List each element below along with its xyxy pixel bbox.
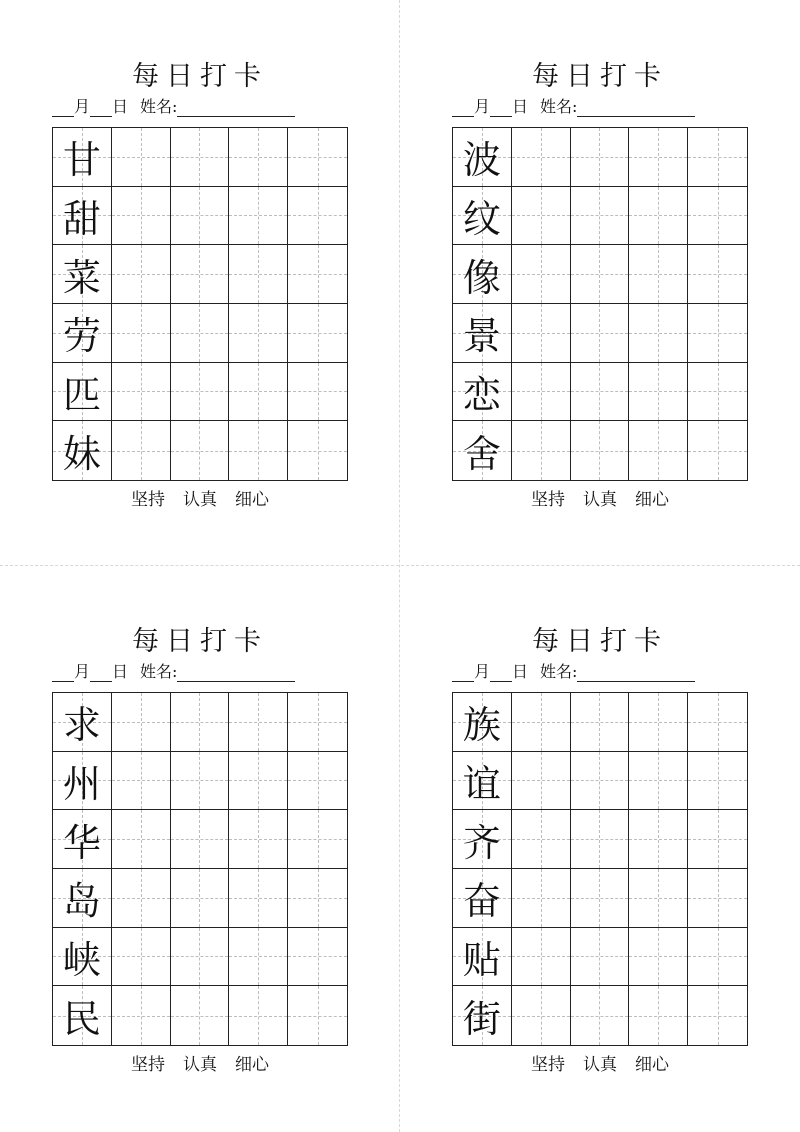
motto-line (452, 1054, 748, 1076)
model-character-cell (453, 187, 512, 246)
practice-cell[interactable] (571, 245, 630, 304)
model-character: 妹 (62, 432, 101, 477)
card-title: 每日打卡 (532, 61, 668, 92)
practice-cell[interactable] (571, 421, 630, 480)
practice-cell[interactable] (112, 128, 171, 187)
practice-cell[interactable] (571, 187, 630, 246)
motto-word: 细心 (635, 490, 669, 510)
practice-cell[interactable] (571, 928, 630, 987)
model-character-cell (453, 869, 512, 928)
model-character: 纹 (462, 196, 501, 241)
practice-cell[interactable] (288, 928, 347, 987)
practice-cell[interactable] (629, 421, 688, 480)
month-blank[interactable] (452, 100, 474, 117)
practice-cell[interactable] (288, 363, 347, 422)
motto-word: 认真 (583, 1055, 617, 1075)
motto-word: 细心 (235, 490, 269, 510)
practice-cell[interactable] (629, 928, 688, 987)
practice-cell[interactable] (629, 752, 688, 811)
practice-cell[interactable] (171, 363, 230, 422)
name-blank[interactable] (577, 100, 695, 117)
practice-cell[interactable] (112, 752, 171, 811)
practice-cell[interactable] (571, 128, 630, 187)
model-character-cell (453, 810, 512, 869)
practice-cell[interactable] (288, 304, 347, 363)
practice-cell[interactable] (229, 869, 288, 928)
practice-cell[interactable] (629, 810, 688, 869)
practice-cell[interactable] (288, 245, 347, 304)
model-character-cell (453, 128, 512, 187)
practice-cell[interactable] (629, 869, 688, 928)
motto-word: 坚持 (531, 490, 565, 510)
practice-cell[interactable] (229, 693, 288, 752)
practice-cell[interactable] (171, 245, 230, 304)
practice-cell[interactable] (512, 986, 571, 1045)
model-character-cell (53, 928, 112, 987)
practice-card (452, 60, 748, 530)
day-label: 日 (112, 662, 129, 681)
day-label: 日 (512, 97, 529, 116)
practice-cell[interactable] (171, 304, 230, 363)
practice-cell[interactable] (112, 245, 171, 304)
practice-cell[interactable] (629, 304, 688, 363)
practice-cell[interactable] (171, 128, 230, 187)
model-character-cell (53, 304, 112, 363)
model-character: 州 (62, 761, 101, 806)
practice-cell[interactable] (229, 304, 288, 363)
practice-cell[interactable] (571, 869, 630, 928)
model-character-cell (453, 752, 512, 811)
practice-cell[interactable] (629, 693, 688, 752)
practice-cell[interactable] (171, 693, 230, 752)
practice-cell[interactable] (571, 986, 630, 1045)
month-blank[interactable] (452, 665, 474, 682)
model-character: 民 (62, 997, 101, 1042)
practice-cell[interactable] (688, 245, 747, 304)
practice-cell[interactable] (288, 421, 347, 480)
name-label: 姓名: (540, 662, 578, 681)
practice-cell[interactable] (112, 810, 171, 869)
practice-cell[interactable] (688, 986, 747, 1045)
practice-cell[interactable] (229, 363, 288, 422)
name-blank[interactable] (577, 665, 695, 682)
motto-word: 坚持 (131, 490, 165, 510)
day-blank[interactable] (90, 665, 112, 682)
model-character: 恋 (462, 372, 501, 417)
motto-word: 细心 (235, 1055, 269, 1075)
model-character-cell (53, 187, 112, 246)
practice-cell[interactable] (688, 869, 747, 928)
practice-cell[interactable] (512, 928, 571, 987)
practice-cell[interactable] (512, 693, 571, 752)
model-character-cell (53, 421, 112, 480)
practice-cell[interactable] (288, 128, 347, 187)
card-title: 每日打卡 (132, 61, 268, 92)
practice-cell[interactable] (571, 693, 630, 752)
practice-cell[interactable] (288, 752, 347, 811)
practice-cell[interactable] (629, 986, 688, 1045)
practice-cell[interactable] (512, 128, 571, 187)
practice-cell[interactable] (512, 304, 571, 363)
practice-cell[interactable] (112, 869, 171, 928)
practice-cell[interactable] (288, 187, 347, 246)
day-blank[interactable] (90, 100, 112, 117)
practice-cell[interactable] (629, 245, 688, 304)
practice-cell[interactable] (171, 810, 230, 869)
model-character: 华 (62, 820, 101, 865)
practice-cell[interactable] (512, 245, 571, 304)
practice-cell[interactable] (112, 187, 171, 246)
date-name-line (452, 662, 748, 682)
motto-word: 坚持 (131, 1055, 165, 1075)
practice-cell[interactable] (571, 363, 630, 422)
name-label: 姓名: (140, 97, 178, 116)
practice-cell[interactable] (688, 363, 747, 422)
practice-cell[interactable] (512, 810, 571, 869)
horizontal-cut-line (0, 565, 800, 566)
practice-cell[interactable] (229, 810, 288, 869)
motto-line (452, 489, 748, 511)
practice-cell[interactable] (171, 421, 230, 480)
model-character-cell (453, 245, 512, 304)
motto-word: 坚持 (531, 1055, 565, 1075)
practice-cell[interactable] (112, 693, 171, 752)
practice-cell[interactable] (229, 245, 288, 304)
month-blank[interactable] (52, 100, 74, 117)
day-label: 日 (512, 662, 529, 681)
model-character: 齐 (462, 820, 501, 865)
motto-line (52, 489, 348, 511)
model-character: 波 (462, 138, 501, 183)
model-character: 街 (462, 997, 501, 1042)
practice-cell[interactable] (229, 752, 288, 811)
practice-cell[interactable] (229, 986, 288, 1045)
model-character-cell (53, 693, 112, 752)
practice-cell[interactable] (688, 304, 747, 363)
model-character-cell (453, 928, 512, 987)
practice-cell[interactable] (688, 928, 747, 987)
model-character: 族 (462, 703, 501, 748)
model-character-cell (53, 810, 112, 869)
motto-line (52, 1054, 348, 1076)
model-character-cell (53, 869, 112, 928)
practice-cell[interactable] (571, 752, 630, 811)
model-character-cell (453, 304, 512, 363)
motto-word: 认真 (183, 490, 217, 510)
model-character-cell (53, 752, 112, 811)
month-label: 月 (74, 662, 91, 681)
practice-cell[interactable] (171, 187, 230, 246)
practice-cell[interactable] (571, 810, 630, 869)
model-character: 舍 (462, 432, 501, 477)
writing-grid (452, 127, 748, 481)
name-label: 姓名: (140, 662, 178, 681)
practice-cell[interactable] (112, 986, 171, 1045)
practice-cell[interactable] (288, 693, 347, 752)
model-character: 谊 (462, 761, 501, 806)
day-blank[interactable] (490, 100, 512, 117)
date-name-line (452, 97, 748, 117)
practice-cell[interactable] (688, 752, 747, 811)
practice-card (52, 60, 348, 530)
practice-cell[interactable] (112, 363, 171, 422)
practice-cell[interactable] (629, 363, 688, 422)
model-character: 景 (462, 314, 501, 359)
motto-word: 细心 (635, 1055, 669, 1075)
practice-cell[interactable] (288, 810, 347, 869)
model-character-cell (453, 986, 512, 1045)
writing-grid (52, 692, 348, 1046)
name-blank[interactable] (177, 100, 295, 117)
month-label: 月 (74, 97, 91, 116)
practice-cell[interactable] (688, 693, 747, 752)
writing-grid (52, 127, 348, 481)
practice-card (52, 625, 348, 1095)
practice-cell[interactable] (688, 128, 747, 187)
model-character-cell (53, 245, 112, 304)
model-character-cell (53, 363, 112, 422)
date-name-line (52, 662, 348, 682)
practice-cell[interactable] (688, 187, 747, 246)
practice-cell[interactable] (171, 752, 230, 811)
vertical-cut-line (399, 0, 400, 1132)
practice-cell[interactable] (629, 187, 688, 246)
model-character: 甘 (62, 138, 101, 183)
practice-cell[interactable] (512, 752, 571, 811)
model-character-cell (453, 421, 512, 480)
motto-word: 认真 (183, 1055, 217, 1075)
practice-cell[interactable] (112, 928, 171, 987)
model-character: 匹 (62, 372, 101, 417)
practice-cell[interactable] (512, 187, 571, 246)
practice-cell[interactable] (171, 928, 230, 987)
practice-cell[interactable] (171, 986, 230, 1045)
model-character: 贴 (462, 937, 501, 982)
practice-cell[interactable] (288, 986, 347, 1045)
day-label: 日 (112, 97, 129, 116)
practice-cell[interactable] (571, 304, 630, 363)
writing-grid (452, 692, 748, 1046)
day-blank[interactable] (490, 665, 512, 682)
practice-card (452, 625, 748, 1095)
practice-cell[interactable] (229, 128, 288, 187)
month-blank[interactable] (52, 665, 74, 682)
practice-cell[interactable] (629, 128, 688, 187)
name-blank[interactable] (177, 665, 295, 682)
model-character: 甜 (62, 196, 101, 241)
practice-cell[interactable] (512, 869, 571, 928)
practice-cell[interactable] (112, 421, 171, 480)
practice-cell[interactable] (171, 869, 230, 928)
card-title: 每日打卡 (532, 626, 668, 657)
card-title: 每日打卡 (132, 626, 268, 657)
motto-word: 认真 (583, 490, 617, 510)
practice-cell[interactable] (229, 421, 288, 480)
month-label: 月 (474, 662, 491, 681)
date-name-line (52, 97, 348, 117)
model-character: 求 (62, 703, 101, 748)
practice-cell[interactable] (512, 421, 571, 480)
practice-cell[interactable] (288, 869, 347, 928)
practice-cell[interactable] (688, 421, 747, 480)
month-label: 月 (474, 97, 491, 116)
practice-cell[interactable] (229, 187, 288, 246)
model-character: 劳 (62, 314, 101, 359)
model-character-cell (453, 363, 512, 422)
practice-cell[interactable] (229, 928, 288, 987)
model-character: 菜 (62, 255, 101, 300)
practice-cell[interactable] (112, 304, 171, 363)
model-character: 岛 (62, 879, 101, 924)
practice-cell[interactable] (512, 363, 571, 422)
practice-cell[interactable] (688, 810, 747, 869)
model-character-cell (53, 986, 112, 1045)
model-character: 奋 (462, 879, 501, 924)
model-character: 峡 (62, 937, 101, 982)
model-character-cell (453, 693, 512, 752)
name-label: 姓名: (540, 97, 578, 116)
model-character-cell (53, 128, 112, 187)
model-character: 像 (462, 255, 501, 300)
